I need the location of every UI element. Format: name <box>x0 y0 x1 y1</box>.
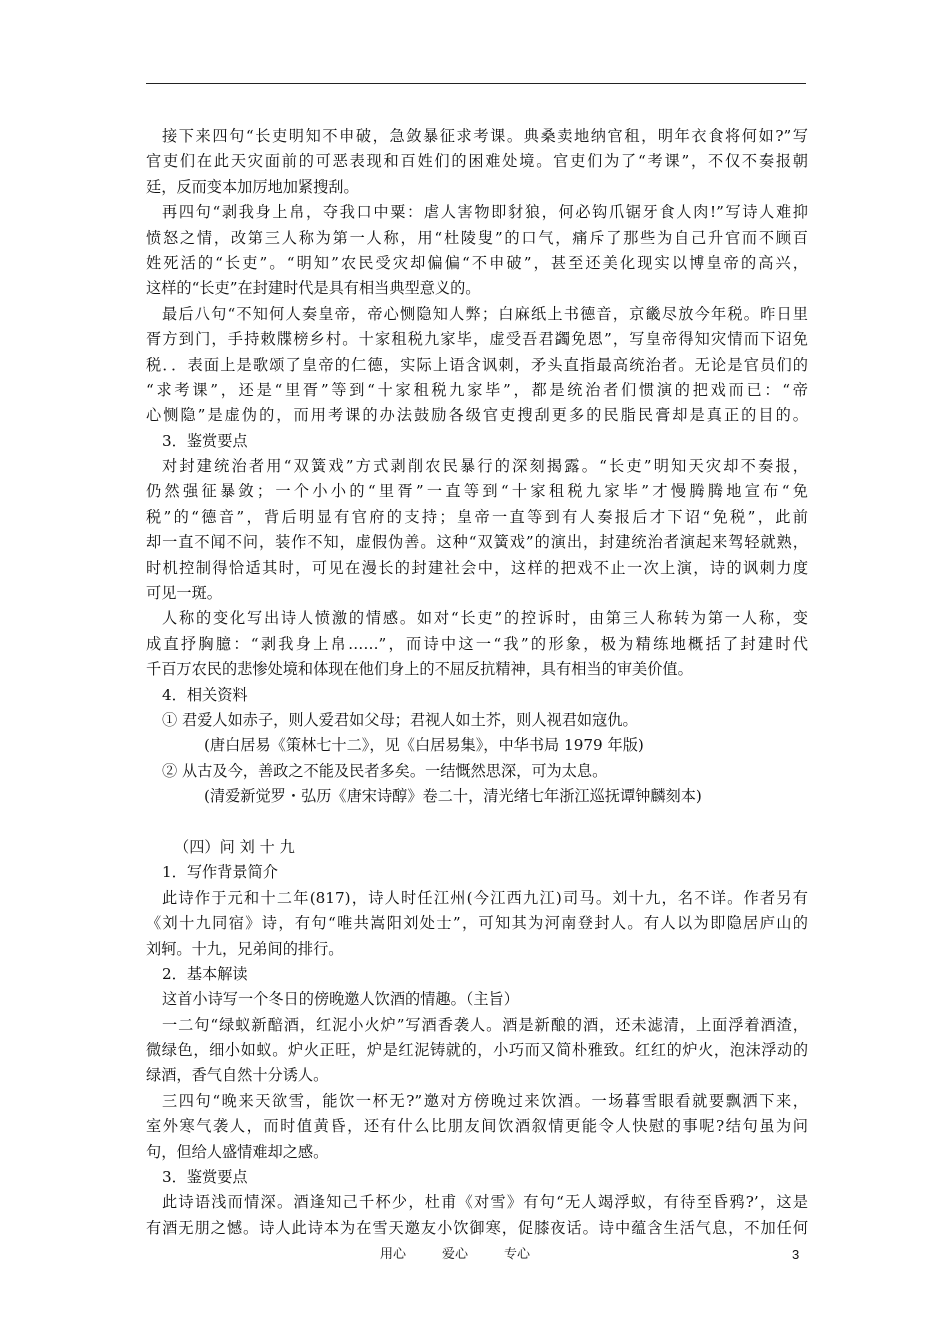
blank-line <box>146 810 808 835</box>
text-line: 心恻隐”是虚伪的，而用考课的办法鼓励各级官吏搜刮更多的民脂民膏却是真正的目的。 <box>146 406 808 425</box>
text-line: 却一直不闻不问，装作不知，虚假伪善。这种“双簧戏”的演出，封建统治者演起来驾轻就熟， <box>146 533 808 552</box>
text-line: (清爱新觉罗・弘历《唐宋诗醇》卷二十，清光绪七年浙江巡抚谭钟麟刻本) <box>204 787 702 806</box>
text-line: 姓死活的“长吏”。“明知”农民受灾却偏偏“不申破”，甚至还美化现实以博皇帝的高兴， <box>146 253 808 272</box>
text-line: (唐白居易《策林七十二》，见《白居易集》，中华书局 1979 年版) <box>204 736 644 755</box>
text-line: 3．鉴赏要点 <box>162 1168 248 1187</box>
text-line: 官吏们在此天灾面前的可恶表现和百姓们的困难处境。官吏们为了“考课”，不仅不奏报朝 <box>146 152 808 171</box>
text-line: 胥方到门，手持敕牒榜乡村。十家租税九家毕，虚受吾君蠲免恩”，写皇帝得知灾情而下诏免 <box>146 330 808 349</box>
text-line: 这首小诗写一个冬日的傍晚邀人饮酒的情趣。（主旨） <box>162 990 519 1009</box>
text-line: ② 从古及今，善政之不能及民者多矣。一结慨然思深，可为太息。 <box>162 761 608 780</box>
text-line: 句，但给人盛情难却之感。 <box>146 1142 329 1161</box>
text-line: 此诗语浅而情深。酒逢知己千杯少，杜甫《对雪》有句“无人竭浮蚁，有待至昏鸦?’，这是 <box>162 1193 808 1212</box>
text-line: 成直抒胸臆：“剥我身上帛……”，而诗中这一“我”的形象，极为精练地概括了封建时代 <box>146 634 808 653</box>
text-line: 绿酒，香气自然十分诱人。 <box>146 1066 329 1085</box>
text-line: 对封建统治者用“双簧戏”方式剥削农民暴行的深刻揭露。“长吏”明知天灾却不奏报， <box>162 457 808 476</box>
page-footer <box>0 1244 950 1266</box>
text-line: 愤怒之情，改第三人称为第一人称，用“杜陵叟”的口气，痛斥了那些为自己升官而不顾百 <box>146 228 808 247</box>
text-line: 2．基本解读 <box>162 964 248 983</box>
text-line: 接下来四句“长吏明知不申破，急敛暴征求考课。典桑卖地纳官租，明年衣食将何如?”写 <box>162 127 808 145</box>
text-line: 人称的变化写出诗人愤激的情感。如对“长吏”的控诉时，由第三人称转为第一人称，变 <box>162 609 808 628</box>
text-line: 刘轲。十九，兄弟间的排行。 <box>146 939 344 958</box>
document-body <box>146 124 808 1241</box>
text-line: “求考课”，还是“里胥”等到“十家租税九家毕”，都是统治者们惯演的把戏而已：“帝 <box>146 380 808 399</box>
text-line: 可见一斑。 <box>146 584 222 603</box>
footer-motto-2: 爱心 <box>442 1247 469 1262</box>
text-line: ① 君爱人如赤子，则人爱君如父母；君视人如土芥，则人视君如寇仇。 <box>162 710 638 729</box>
text-line: （四）问 刘 十 九 <box>174 837 295 856</box>
text-line: 时机控制得恰适其时，可见在漫长的封建社会中，这样的把戏不止一次上演，诗的讽刺力度 <box>146 558 808 577</box>
page-number: 3 <box>792 1247 800 1262</box>
text-line: 室外寒气袭人，而时值黄昏，还有什么比朋友间饮酒叙情更能令人快慰的事呢?结句虽为问 <box>146 1117 808 1136</box>
header-rule <box>146 83 806 84</box>
text-line: 这样的“长吏”在封建时代是具有相当典型意义的。 <box>146 279 481 298</box>
text-line: 最后八句“不知何人奏皇帝，帝心恻隐知人弊；白麻纸上书德音，京畿尽放今年税。昨日里 <box>162 304 808 323</box>
text-line: 一二句“绿蚁新醅酒，红泥小火炉”写酒香袭人。酒是新酿的酒，还未滤清，上面浮着酒渣， <box>162 1015 808 1034</box>
footer-motto <box>380 1244 530 1266</box>
text-line: 仍然强征暴敛；一个小小的“里胥”一直等到“十家租税九家毕”才慢腾腾地宣布“免 <box>146 482 808 501</box>
text-line: 千百万农民的悲惨处境和体现在他们身上的不屈反抗精神，具有相当的审美价值。 <box>146 660 693 679</box>
text-line: 廷，反而变本加厉地加紧搜刮。 <box>146 177 359 196</box>
text-line: 三四句“晚来天欲雪，能饮一杯无?”邀对方傍晚过来饮酒。一场暮雪眼看就要飘洒下来， <box>162 1091 808 1110</box>
text-line: 再四句“剥我身上帛，夺我口中粟：虐人害物即豺狼，何必钩爪锯牙食人肉!”写诗人难抑 <box>162 203 808 222</box>
footer-motto-1: 用心 <box>380 1247 407 1262</box>
text-line: 4．相关资料 <box>162 685 248 704</box>
text-line: 税”的“德音”，背后明显有官府的支持；皇帝一直等到有人奏报后才下诏“免税”，此前 <box>146 507 808 526</box>
footer-motto-3: 专心 <box>504 1247 531 1262</box>
text-line: 税．．表面上是歌颂了皇帝的仁德，实际上语含讽刺，矛头直指最高统治者。无论是官员们的 <box>146 355 808 374</box>
text-line: 此诗作于元和十二年(817)，诗人时任江州(今江西九江)司马。刘十九，名不详。作者另有 <box>162 888 808 907</box>
text-line: 1．写作背景简介 <box>162 863 278 882</box>
text-line: 有酒无朋之憾。诗人此诗本为在雪天邀友小饮御寒，促膝夜话。诗中蕴含生活气息，不加任何 <box>146 1218 808 1237</box>
text-line: 微绿色，细小如蚁。炉火正旺，炉是红泥铸就的，小巧而又简朴雅致。红红的炉火，泡沫浮动的 <box>146 1041 808 1060</box>
text-line: 3．鉴赏要点 <box>162 431 248 450</box>
text-line: 《刘十九同宿》诗，有句“唯共嵩阳刘处士”，可知其为河南登封人。有人以为即隐居庐山的 <box>146 914 808 933</box>
